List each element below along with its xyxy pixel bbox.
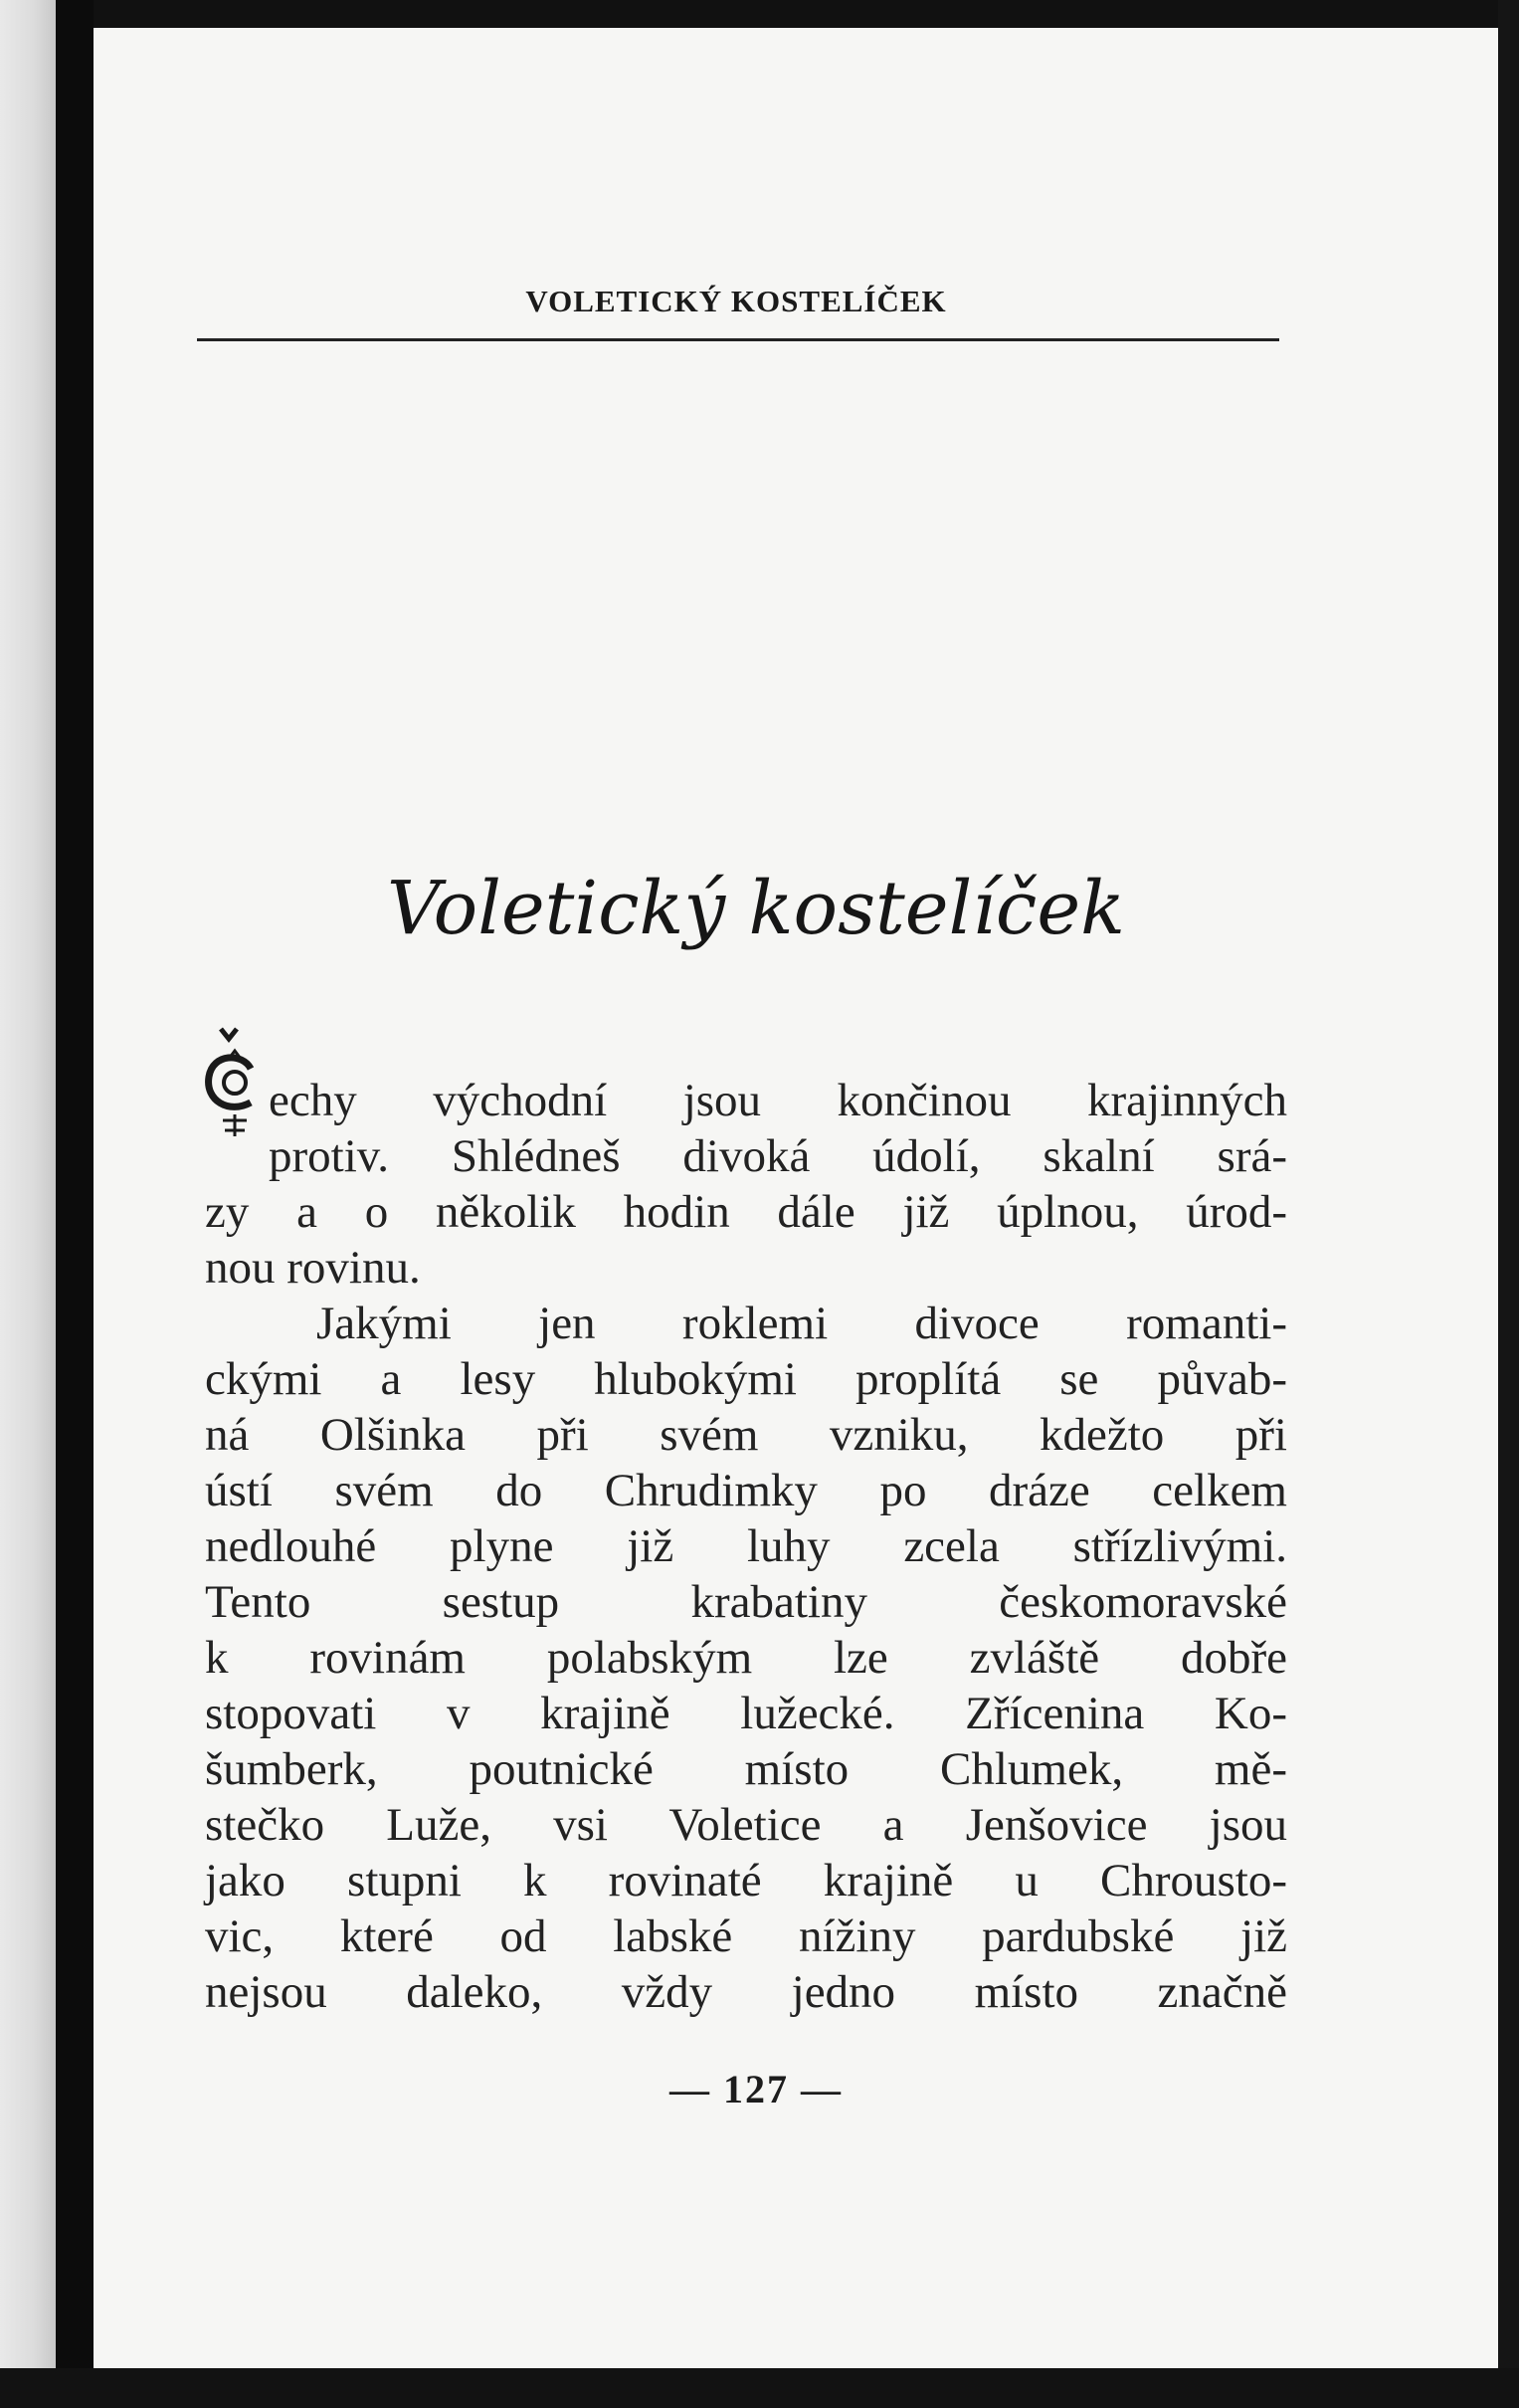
header-rule	[197, 338, 1279, 341]
scan-border-bottom	[0, 2368, 1519, 2408]
text-line: k rovinám polabským lze zvláště dobře	[205, 1632, 1287, 1684]
text-line: protiv. Shlédneš divoká údolí, skalní srá-	[269, 1130, 1287, 1182]
text-line: Tento sestup krabatiny českomoravské	[205, 1576, 1287, 1628]
text-line: ckými a lesy hlubokými proplítá se půvab-	[205, 1353, 1287, 1405]
book-spine-shadow	[56, 0, 94, 2408]
text-line: vic, které od labské nížiny pardubské již	[205, 1910, 1287, 1962]
text-line: stečko Luže, vsi Voletice a Jenšovice jsou	[205, 1799, 1287, 1851]
text-line: nejsou daleko, vždy jedno místo značně	[205, 1966, 1287, 2018]
text-line: šumberk, poutnické místo Chlumek, mě-	[205, 1743, 1287, 1795]
text-line: jako stupni k rovinaté krajině u Chrousto-	[205, 1855, 1287, 1906]
page-number: — 127 —	[669, 2067, 843, 2111]
text-line: ná Olšinka při svém vzniku, kdežto při	[205, 1409, 1287, 1461]
text-line: nedlouhé plyne již luhy zcela střízlivými.	[205, 1520, 1287, 1572]
text-line: Jakými jen roklemi divoce romanti-	[316, 1298, 1287, 1349]
text-line: echy východní jsou končinou krajinných	[269, 1075, 1287, 1126]
text-line: nou rovinu.	[205, 1242, 421, 1294]
body-paragraphs	[205, 1073, 1287, 2020]
chapter-title: Voletický kostelíček	[387, 866, 1125, 951]
adjacent-page-edge	[0, 0, 56, 2408]
text-line: ústí svém do Chrudimky po dráze celkem	[205, 1465, 1287, 1516]
text-line: stopovati v krajině lužecké. Zřícenina Ko-	[205, 1688, 1287, 1739]
running-head: VOLETICKÝ KOSTELÍČEK	[525, 284, 947, 318]
text-line: zy a o několik hodin dále již úplnou, úrod-	[205, 1186, 1287, 1238]
scan-border-right	[1498, 0, 1519, 2408]
